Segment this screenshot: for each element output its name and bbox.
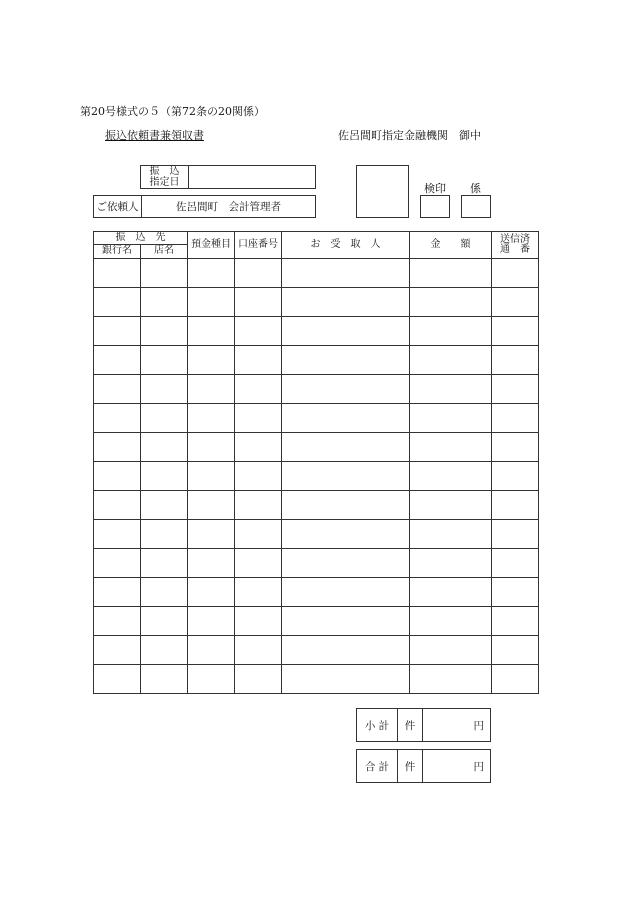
table-cell[interactable] — [141, 259, 188, 288]
table-row — [94, 520, 539, 549]
sent-header: 送信済 通 番 — [492, 232, 539, 259]
table-cell[interactable] — [235, 665, 282, 694]
transfer-date-field[interactable] — [189, 166, 315, 188]
table-cell[interactable] — [94, 549, 141, 578]
table-cell[interactable] — [141, 520, 188, 549]
table-cell[interactable] — [235, 520, 282, 549]
table-cell[interactable] — [282, 665, 410, 694]
table-cell[interactable] — [492, 520, 539, 549]
requester-box — [93, 195, 316, 218]
table-cell[interactable] — [492, 288, 539, 317]
document-title: 振込依頼書兼領収書 — [105, 129, 204, 142]
table-cell[interactable] — [141, 665, 188, 694]
table-cell[interactable] — [492, 317, 539, 346]
table-row — [94, 636, 539, 665]
table-cell[interactable] — [235, 578, 282, 607]
table-cell[interactable] — [94, 607, 141, 636]
table-cell[interactable] — [282, 259, 410, 288]
table-cell[interactable] — [410, 259, 492, 288]
requester-value: 佐呂間町 会計管理者 — [176, 201, 281, 213]
table-cell[interactable] — [94, 520, 141, 549]
table-cell[interactable] — [141, 375, 188, 404]
table-cell[interactable] — [492, 433, 539, 462]
table-cell[interactable] — [188, 462, 235, 491]
table-cell[interactable] — [141, 491, 188, 520]
table-row — [94, 317, 539, 346]
table-cell[interactable] — [410, 462, 492, 491]
table-cell[interactable] — [282, 636, 410, 665]
table-cell[interactable] — [235, 462, 282, 491]
dest-header: 振 込 先 — [94, 232, 188, 245]
table-row — [94, 462, 539, 491]
table-row — [94, 578, 539, 607]
table-cell[interactable] — [188, 549, 235, 578]
total-label: 合 計 — [357, 750, 398, 782]
table-row — [94, 346, 539, 375]
table-cell[interactable] — [282, 549, 410, 578]
table-cell[interactable] — [141, 607, 188, 636]
seal-box — [356, 165, 409, 218]
table-cell[interactable] — [94, 433, 141, 462]
table-cell[interactable] — [188, 259, 235, 288]
table-cell[interactable] — [188, 665, 235, 694]
table-cell[interactable] — [141, 549, 188, 578]
table-cell[interactable] — [235, 491, 282, 520]
table-cell[interactable] — [235, 288, 282, 317]
table-cell[interactable] — [94, 462, 141, 491]
total-box — [356, 749, 491, 783]
table-cell[interactable] — [188, 375, 235, 404]
table-cell[interactable] — [492, 665, 539, 694]
table-cell[interactable] — [235, 636, 282, 665]
table-cell[interactable] — [141, 288, 188, 317]
table-cell[interactable] — [282, 578, 410, 607]
table-cell[interactable] — [410, 317, 492, 346]
transfer-date-box — [140, 165, 316, 189]
table-cell[interactable] — [410, 433, 492, 462]
table-row — [94, 607, 539, 636]
table-row — [94, 665, 539, 694]
table-cell[interactable] — [94, 404, 141, 433]
table-cell[interactable] — [141, 404, 188, 433]
table-cell[interactable] — [282, 404, 410, 433]
table-cell[interactable] — [282, 520, 410, 549]
total-count-label: 件 — [398, 750, 423, 782]
table-cell[interactable] — [141, 636, 188, 665]
table-cell[interactable] — [410, 491, 492, 520]
table-cell[interactable] — [492, 491, 539, 520]
table-cell[interactable] — [410, 607, 492, 636]
inspection-seal-box — [420, 195, 450, 218]
table-cell[interactable] — [492, 404, 539, 433]
table-cell[interactable] — [141, 346, 188, 375]
table-cell[interactable] — [94, 375, 141, 404]
table-cell[interactable] — [282, 346, 410, 375]
table-cell[interactable] — [282, 462, 410, 491]
table-row — [94, 433, 539, 462]
table-cell[interactable] — [235, 346, 282, 375]
table-row — [94, 288, 539, 317]
table-cell[interactable] — [492, 578, 539, 607]
table-cell[interactable] — [235, 259, 282, 288]
table-cell[interactable] — [188, 607, 235, 636]
table-cell[interactable] — [94, 491, 141, 520]
subtotal-box — [356, 708, 491, 742]
table-cell[interactable] — [410, 520, 492, 549]
payee-header: お 受 取 人 — [282, 232, 410, 259]
table-cell[interactable] — [235, 404, 282, 433]
bank-header: 銀行名 — [94, 245, 141, 259]
table-cell[interactable] — [492, 636, 539, 665]
table-cell[interactable] — [94, 317, 141, 346]
table-cell[interactable] — [94, 578, 141, 607]
subtotal-unit: 円 — [473, 719, 484, 732]
table-cell[interactable] — [141, 317, 188, 346]
table-cell[interactable] — [282, 288, 410, 317]
table-cell[interactable] — [410, 578, 492, 607]
table-cell[interactable] — [188, 491, 235, 520]
table-row — [94, 491, 539, 520]
branch-header: 店名 — [141, 245, 188, 259]
table-cell[interactable] — [188, 288, 235, 317]
table-cell[interactable] — [410, 288, 492, 317]
table-row — [94, 375, 539, 404]
table-cell[interactable] — [492, 346, 539, 375]
table-cell[interactable] — [282, 491, 410, 520]
table-cell[interactable] — [94, 636, 141, 665]
total-unit: 円 — [473, 760, 484, 773]
table-cell[interactable] — [410, 404, 492, 433]
table-cell[interactable] — [282, 607, 410, 636]
table-cell[interactable] — [188, 578, 235, 607]
table-row — [94, 259, 539, 288]
table-cell[interactable] — [94, 665, 141, 694]
table-cell[interactable] — [188, 317, 235, 346]
table-cell[interactable] — [188, 636, 235, 665]
table-cell[interactable] — [235, 375, 282, 404]
deposit-type-header: 預金種目 — [188, 232, 235, 259]
table-cell[interactable] — [188, 433, 235, 462]
staff-label: 係 — [470, 182, 481, 195]
table-cell[interactable] — [410, 549, 492, 578]
transfer-table — [93, 231, 539, 694]
table-cell[interactable] — [141, 462, 188, 491]
table-cell[interactable] — [492, 462, 539, 491]
table-cell[interactable] — [235, 433, 282, 462]
table-row — [94, 549, 539, 578]
table-cell[interactable] — [235, 607, 282, 636]
table-cell[interactable] — [188, 520, 235, 549]
inspection-label: 検印 — [424, 182, 446, 195]
table-cell[interactable] — [282, 375, 410, 404]
form-number: 第20号様式の５（第72条の20関係） — [80, 105, 265, 118]
table-cell[interactable] — [188, 404, 235, 433]
amount-header: 金 額 — [410, 232, 492, 259]
table-cell[interactable] — [492, 549, 539, 578]
table-cell[interactable] — [141, 433, 188, 462]
table-cell[interactable] — [492, 607, 539, 636]
table-cell[interactable] — [282, 433, 410, 462]
table-cell[interactable] — [410, 665, 492, 694]
staff-seal-box — [461, 195, 491, 218]
table-cell[interactable] — [235, 549, 282, 578]
account-no-header: 口座番号 — [235, 232, 282, 259]
table-cell[interactable] — [94, 288, 141, 317]
table-cell[interactable] — [282, 317, 410, 346]
table-cell[interactable] — [94, 346, 141, 375]
table-cell[interactable] — [94, 259, 141, 288]
subtotal-count-label: 件 — [398, 709, 423, 741]
transfer-date-label: 振 込 指定日 — [141, 166, 189, 188]
table-cell[interactable] — [492, 259, 539, 288]
table-cell[interactable] — [188, 346, 235, 375]
addressee: 佐呂間町指定金融機関 御中 — [338, 129, 481, 142]
table-cell[interactable] — [141, 578, 188, 607]
table-cell[interactable] — [410, 375, 492, 404]
table-cell[interactable] — [410, 636, 492, 665]
table-cell[interactable] — [410, 346, 492, 375]
table-cell[interactable] — [235, 317, 282, 346]
table-row — [94, 404, 539, 433]
requester-label: ご依頼人 — [94, 196, 142, 217]
table-cell[interactable] — [492, 375, 539, 404]
subtotal-label: 小 計 — [357, 709, 398, 741]
